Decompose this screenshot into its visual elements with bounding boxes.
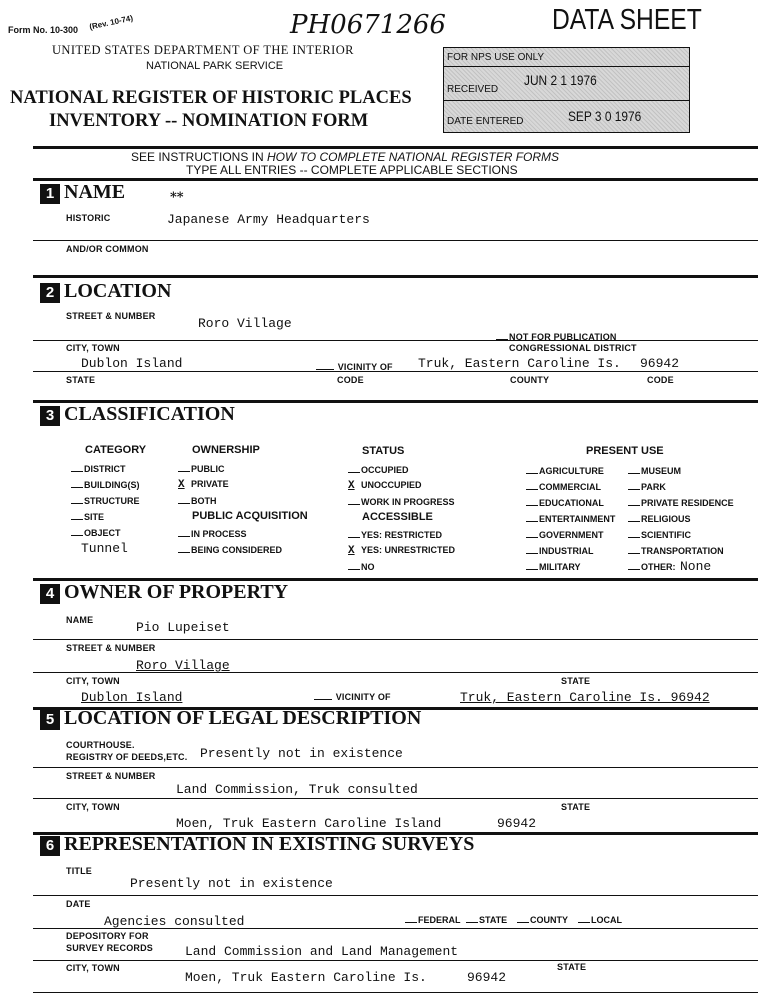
street-number-label: STREET & NUMBER	[66, 311, 156, 321]
state-label: STATE	[66, 375, 96, 385]
category-other-value: Tunnel	[81, 541, 128, 556]
section-1-number: 1	[40, 184, 60, 204]
acquisition-in-process[interactable]: IN PROCESS	[178, 528, 247, 539]
historic-name-label: HISTORIC	[66, 213, 111, 223]
code-label: CODE	[337, 375, 364, 385]
use-other-value: None	[680, 559, 712, 574]
location-code-value: 96942	[640, 356, 680, 371]
depository-label-line2: SURVEY RECORDS	[66, 943, 153, 953]
ownership-public[interactable]: PUBLIC	[178, 463, 225, 474]
date-entered-stamp: SEP 3 0 1976	[568, 108, 642, 124]
ownership-private-checkmark: X	[178, 479, 185, 491]
legal-city-value: Moen, Truk Eastern Caroline Island	[176, 816, 442, 831]
data-sheet-heading: DATA SHEET	[552, 4, 702, 36]
use-scientific[interactable]: SCIENTIFIC	[628, 529, 691, 540]
handwritten-reference-number: PH0671266	[290, 10, 446, 40]
county-label: COUNTY	[510, 375, 550, 385]
accessible-unrestricted-checkmark: X	[348, 545, 355, 557]
county-code-label: CODE	[647, 375, 674, 385]
ownership-private[interactable]: X PRIVATE	[178, 479, 229, 491]
owner-name-value: Pio Lupeiset	[136, 620, 230, 635]
survey-state[interactable]: STATE	[466, 914, 507, 925]
section-5-title: LOCATION OF LEGAL DESCRIPTION	[64, 707, 422, 729]
common-name-label: AND/OR COMMON	[66, 244, 149, 254]
category-site[interactable]: SITE	[71, 511, 104, 522]
category-heading: CATEGORY	[85, 444, 147, 456]
owner-name-label: NAME	[66, 615, 94, 625]
legal-zip-value: 96942	[497, 816, 537, 831]
use-industrial[interactable]: INDUSTRIAL	[526, 545, 594, 556]
use-commercial[interactable]: COMMERCIAL	[526, 481, 601, 492]
use-private-residence[interactable]: PRIVATE RESIDENCE	[628, 497, 734, 508]
depository-city-label: CITY, TOWN	[66, 963, 120, 973]
survey-date-value: Agencies consulted	[104, 914, 245, 929]
use-government[interactable]: GOVERNMENT	[526, 529, 604, 540]
depository-label-line1: DEPOSITORY FOR	[66, 931, 149, 941]
acquisition-being-considered[interactable]: BEING CONSIDERED	[178, 544, 282, 555]
status-unoccupied[interactable]: X UNOCCUPIED	[348, 480, 422, 492]
status-unoccupied-checkmark: X	[348, 480, 355, 492]
nps-use-label: FOR NPS USE ONLY	[447, 52, 545, 63]
owner-city-label: CITY, TOWN	[66, 676, 120, 686]
section-4-title: OWNER OF PROPERTY	[64, 581, 289, 603]
courthouse-value: Presently not in existence	[200, 746, 403, 761]
use-transportation[interactable]: TRANSPORTATION	[628, 545, 724, 556]
vicinity-of-label: VICINITY OF	[316, 361, 393, 372]
owner-city-value: Dublon Island	[81, 690, 183, 705]
nps-use-box	[443, 47, 690, 133]
category-district[interactable]: DISTRICT	[71, 463, 126, 474]
depository-state-label: STATE	[557, 962, 587, 972]
use-entertainment[interactable]: ENTERTAINMENT	[526, 513, 615, 524]
survey-local[interactable]: LOCAL	[578, 914, 622, 925]
section-3-number: 3	[40, 406, 60, 426]
form-number: Form No. 10-300	[8, 25, 79, 35]
status-work-in-progress[interactable]: WORK IN PROGRESS	[348, 496, 455, 507]
category-object[interactable]: OBJECT	[71, 527, 121, 538]
public-acquisition-heading: PUBLIC ACQUISITION	[192, 510, 308, 522]
owner-street-value: Roro Village	[136, 658, 230, 673]
accessible-no[interactable]: NO	[348, 561, 375, 572]
use-agriculture[interactable]: AGRICULTURE	[526, 465, 604, 476]
not-for-publication: NOT FOR PUBLICATION	[496, 331, 617, 342]
survey-federal[interactable]: FEDERAL	[405, 914, 461, 925]
section-6-number: 6	[40, 836, 60, 856]
owner-street-label: STREET & NUMBER	[66, 643, 156, 653]
use-religious[interactable]: RELIGIOUS	[628, 513, 691, 524]
legal-street-label: STREET & NUMBER	[66, 771, 156, 781]
legal-city-label: CITY, TOWN	[66, 802, 120, 812]
use-other[interactable]: OTHER:	[628, 561, 676, 572]
survey-title-label: TITLE	[66, 866, 92, 876]
accessible-restricted[interactable]: YES: RESTRICTED	[348, 529, 442, 540]
depository-zip-value: 96942	[467, 970, 507, 985]
accessible-heading: ACCESSIBLE	[362, 511, 433, 523]
instructions-line1: SEE INSTRUCTIONS IN HOW TO COMPLETE NATIONAL REGISTER FORMS	[131, 150, 560, 164]
use-military[interactable]: MILITARY	[526, 561, 581, 572]
survey-county[interactable]: COUNTY	[517, 914, 568, 925]
owner-state-label: STATE	[561, 676, 591, 686]
status-occupied[interactable]: OCCUPIED	[348, 464, 409, 475]
use-educational[interactable]: EDUCATIONAL	[526, 497, 604, 508]
depository-city-value: Moen, Truk Eastern Caroline Is.	[185, 970, 427, 985]
category-buildings[interactable]: BUILDING(S)	[71, 479, 140, 490]
section-2-title: LOCATION	[64, 280, 172, 302]
city-town-label: CITY, TOWN	[66, 343, 120, 353]
courthouse-label-line1: COURTHOUSE.	[66, 740, 135, 750]
historic-name-value: Japanese Army Headquarters	[167, 212, 370, 227]
location-county-value: Truk, Eastern Caroline Is.	[418, 356, 621, 371]
section-1-title: NAME	[64, 181, 126, 203]
handwritten-mark: **	[170, 190, 184, 205]
ownership-heading: OWNERSHIP	[192, 444, 260, 456]
use-museum[interactable]: MUSEUM	[628, 465, 681, 476]
owner-vicinity-label: VICINITY OF	[314, 691, 391, 702]
section-6-title: REPRESENTATION IN EXISTING SURVEYS	[64, 833, 475, 855]
ownership-both[interactable]: BOTH	[178, 495, 217, 506]
location-city-value: Dublon Island	[81, 356, 183, 371]
received-label: RECEIVED	[447, 84, 499, 95]
congressional-district-label: CONGRESSIONAL DISTRICT	[509, 343, 637, 353]
courthouse-label-line2: REGISTRY OF DEEDS,ETC.	[66, 752, 188, 762]
survey-date-label: DATE	[66, 899, 91, 909]
form-title-line1: NATIONAL REGISTER OF HISTORIC PLACES	[10, 88, 412, 108]
section-5-number: 5	[40, 710, 60, 730]
category-structure[interactable]: STRUCTURE	[71, 495, 140, 506]
date-entered-label: DATE ENTERED	[447, 116, 524, 127]
form-revision: (Rev. 10-74)	[88, 13, 134, 32]
instructions-line2: TYPE ALL ENTRIES -- COMPLETE APPLICABLE SECTIONS	[186, 163, 518, 177]
section-3-title: CLASSIFICATION	[64, 403, 235, 425]
section-4-number: 4	[40, 584, 60, 604]
survey-title-value: Presently not in existence	[130, 876, 333, 891]
accessible-unrestricted[interactable]: X YES: UNRESTRICTED	[348, 545, 456, 557]
use-park[interactable]: PARK	[628, 481, 666, 492]
legal-state-label: STATE	[561, 802, 591, 812]
location-street-value: Roro Village	[198, 316, 292, 331]
status-heading: STATUS	[362, 445, 405, 457]
form-title-line2: INVENTORY -- NOMINATION FORM	[49, 111, 369, 131]
present-use-heading: PRESENT USE	[586, 445, 664, 457]
department-name: UNITED STATES DEPARTMENT OF THE INTERIOR	[52, 43, 354, 57]
section-2-number: 2	[40, 283, 60, 303]
service-name: NATIONAL PARK SERVICE	[146, 60, 284, 72]
legal-street-value: Land Commission, Truk consulted	[176, 782, 418, 797]
received-stamp: JUN 2 1 1976	[524, 72, 597, 88]
owner-state-value: Truk, Eastern Caroline Is. 96942	[460, 690, 710, 705]
depository-value: Land Commission and Land Management	[185, 944, 459, 959]
